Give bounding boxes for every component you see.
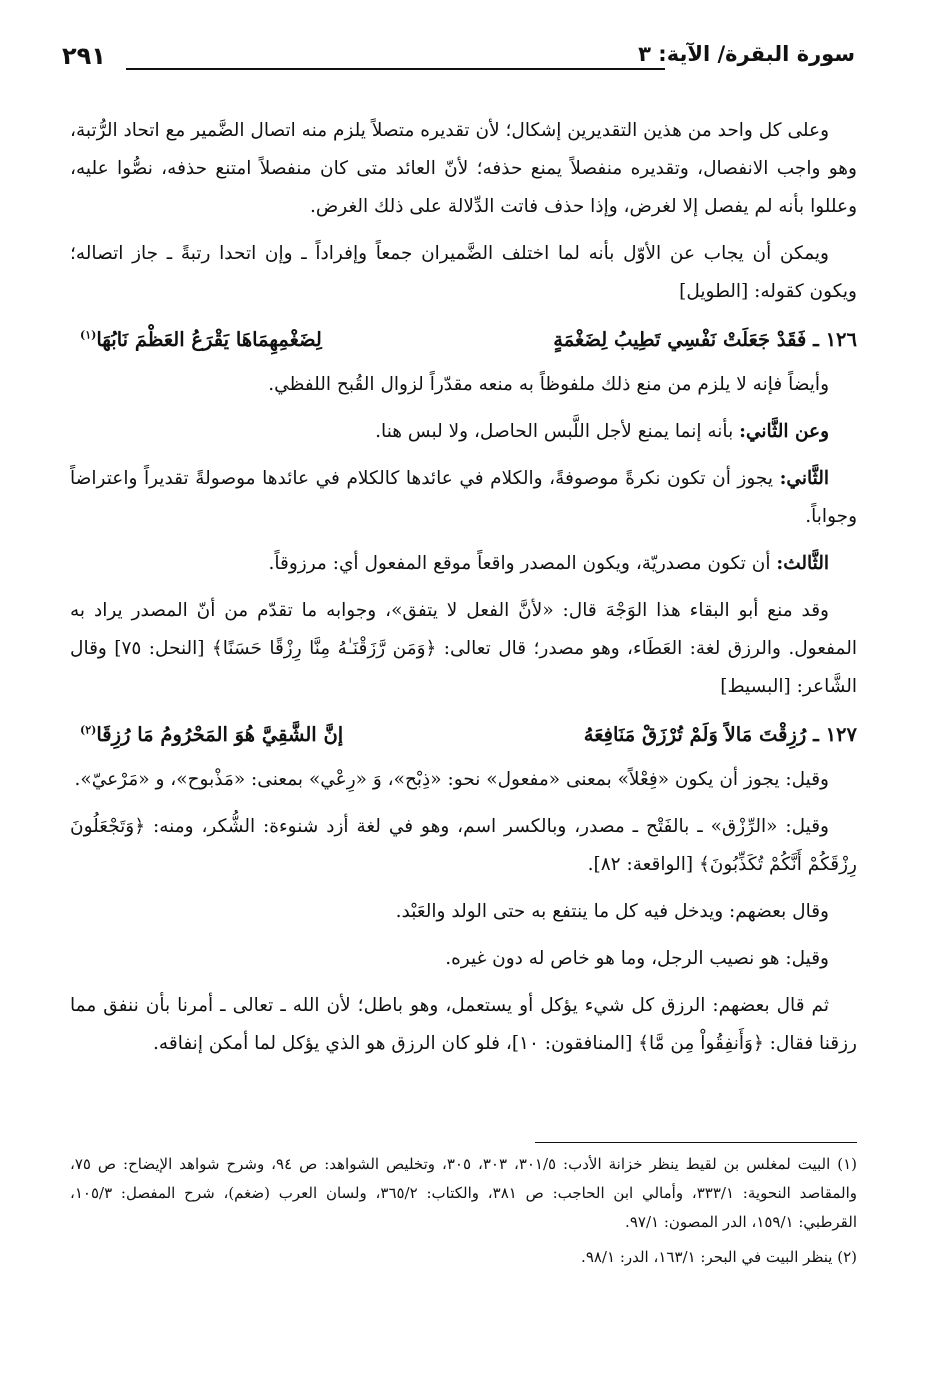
footnotes	[70, 1150, 857, 1278]
paragraph	[70, 460, 857, 536]
section-label: الثَّالث:	[776, 553, 829, 574]
footnote-marker: (٢)	[80, 723, 97, 737]
paragraph: وقد منع أبو البقاء هذا الوَجْهَ قال: «لأنَّ الفعل لا يتفق»، وجوابه ما تقدّم من أنّ المصدر يراد به المفعول. والرزق لغة: العَطَاء، وهو مصدر؛ قال تعالى: ﴿وَمَن رَّزَقْنَـٰهُ مِنَّا رِزْقًا حَسَنًا﴾ [النحل: ٧٥] وقال الشَّاعر: [البسيط]	[70, 600, 857, 697]
paragraph: ويمكن أن يجاب عن الأوّل بأنه لما اختلف الضَّميران جمعاً وإفراداً ـ وإن اتحدا رتبةً ـ جاز اتصاله؛ ويكون كقوله: [الطويل]	[70, 243, 857, 302]
paragraph: وقيل: يجوز أن يكون «فِعْلاً» بمعنى «مفعول» نحو: «ذِبْح»، وَ «رِعْي» بمعنى: «مَذْبوح»، و «مَرْعيّ».	[74, 769, 829, 790]
paragraph-text: بأنه إنما يمنع لأجل اللَّبس الحاصل، ولا لبس هنا.	[375, 421, 740, 442]
paragraph: وقيل: هو نصيب الرجل، وما هو خاص له دون غيره.	[445, 948, 829, 969]
paragraph-text: أن تكون مصدريّة، ويكون المصدر واقعاً موقع المفعول أي: مرزوقاً.	[268, 553, 777, 574]
footnote-2: (٢) ينظر البيت في البحر: ١٦٣/١، الدر: ٩٨/١.	[581, 1248, 857, 1266]
surah-title: سورة البقرة/ الآية: ٣	[638, 42, 855, 66]
paragraph: وعلى كل واحد من هذين التقديرين إشكال؛ لأن تقديره متصلاً يلزم منه اتصال الضَّمير مع اتحاد الرُّتبة، وهو واجب الانفصال، وتقديره منفصلاً يمنع حذفه؛ لأنّ العائد متى كان منفصلاً امتنع حذفه، نصُّوا عليه، وعللوا بأنه لم يفصل إلا لغرض، وإذا حذف فاتت الدِّلالة على ذلك الغرض.	[70, 120, 857, 217]
footnote-divider	[535, 1142, 857, 1143]
verse-second-hemistich	[80, 715, 343, 755]
footnote-marker: (١)	[80, 328, 97, 342]
verse-second-text: لِضَغْمِهِمَاهَا يَقْرَعُ العَظْمَ نَابُهَا	[96, 328, 322, 351]
page-number: ٢٩١	[62, 42, 106, 70]
paragraph: وقال بعضهم: ويدخل فيه كل ما ينتفع به حتى الولد والعَبْد.	[395, 901, 829, 922]
paragraph: وأيضاً فإنه لا يلزم من منع ذلك ملفوظاً به منعه مقدّراً لزوال القُبح اللفظي.	[268, 374, 829, 395]
paragraph-text: يجوز أن تكون نكرةً موصوفةً، والكلام في عائدها كالكلام في عائدها موصولةً تقديراً واعتراضاً وجواباً.	[70, 468, 857, 527]
header-rule	[126, 68, 665, 70]
paragraph	[70, 545, 857, 583]
verse-second-text: إنَّ الشَّقِيَّ هُوَ المَحْرُومُ مَا رُزِقَا	[96, 723, 344, 746]
poetry-verse-126	[70, 320, 857, 360]
section-label: الثَّاني:	[779, 468, 829, 489]
paragraph	[70, 413, 857, 451]
verse-second-hemistich	[80, 320, 322, 360]
paragraph: وقيل: «الرِّزْق» ـ بالفَتْح ـ مصدر، وبالكسر اسم، وهو في لغة أزد شنوءة: الشُّكر، ومنه: ﴿وَتَجْعَلُونَ رِزْقَكُمْ أَنَّكُمْ تُكَذِّبُونَ﴾ [الواقعة: ٨٢].	[70, 816, 857, 875]
verse-first-hemistich: ١٢٦ ـ فَقَدْ جَعَلَتْ نَفْسِي تَطِيبُ لِضَغْمَةٍ	[553, 328, 857, 351]
section-label: وعن الثَّاني:	[739, 421, 829, 442]
page-header	[62, 42, 855, 82]
verse-first-hemistich: ١٢٧ ـ رُزِقْتَ مَالاً وَلَمْ تُرْزَقْ مَنَافِعَهُ	[583, 723, 857, 746]
main-text	[70, 112, 857, 1072]
poetry-verse-127	[70, 715, 857, 755]
paragraph: ثم قال بعضهم: الرزق كل شيء يؤكل أو يستعمل، وهو باطل؛ لأن الله ـ تعالى ـ أمرنا بأن ننفق مما رزقنا فقال: ﴿وَأَنفِقُواْ مِن مَّا﴾ [المنافقون: ١٠]، فلو كان الرزق هو الذي يؤكل لما أمكن إنفاقه.	[70, 995, 857, 1054]
footnote-1: (١) البيت لمغلس بن لقيط ينظر خزانة الأدب: ٣٠١/٥، ٣٠٣، ٣٠٥، وتخليص الشواهد: ص ٩٤، وشرح شواهد الإيضاح: ص ٧٥، والمقاصد النحوية: ٣٣٣/١، وأمالي ابن الحاجب: ص ٣٨١، والكتاب: ٣٦٥/٢، ولسان العرب (ضغم)، شرح المفصل: ١٠٥/٣، القرطبي: ١٥٩/١، الدر المصون: ٩٧/١.	[70, 1155, 857, 1231]
